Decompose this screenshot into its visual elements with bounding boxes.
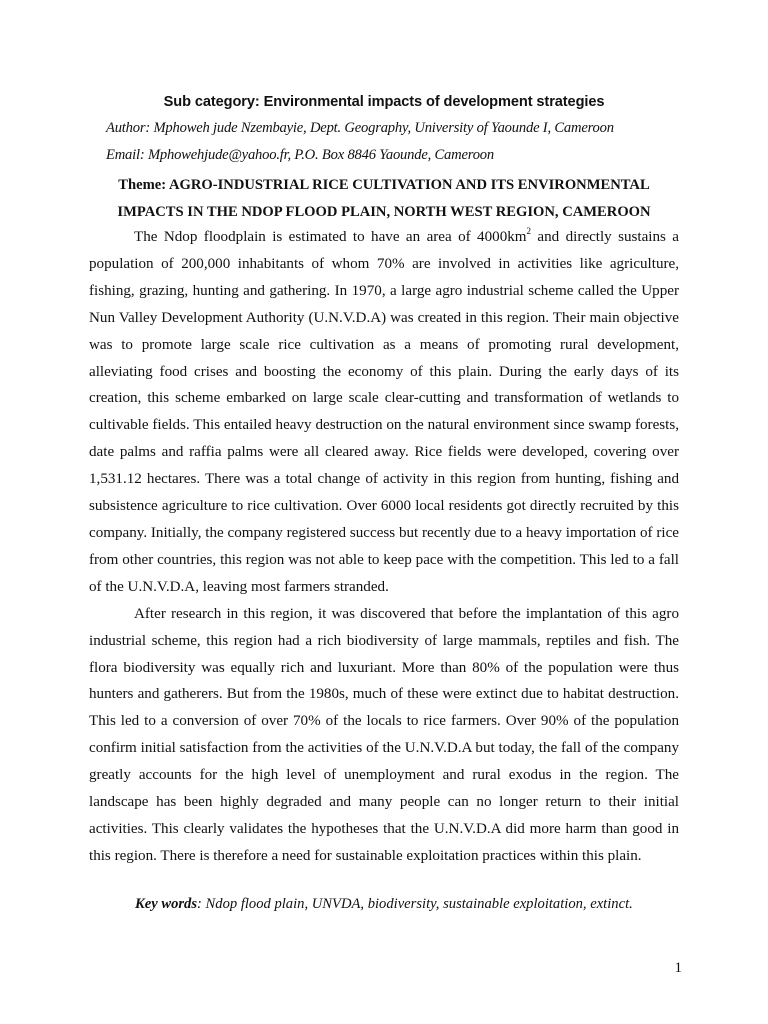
keywords-line bbox=[135, 894, 695, 914]
paragraph-1-rest: and directly sustains a population of 200,000 inhabitants of whom 70% are involved in activities like agriculture, fishing, grazing, hunting and gathering. In 1970, a large agro industrial scheme called the Upper Nun Valley Development Authority (U.N.V.D.A) was created in this region. Their main objective was to promote large scale rice cultivation as a means of promoting rural development, alleviating food crises and boosting the economy of this plain. During the early days of its creation, this scheme embarked on large scale clear-cutting and transformation of wetlands to cultivable fields. This entailed heavy destruction on the natural environment since swamp forests, date palms and raffia palms were all cleared away. Rice fields were developed, covering over 1,531.12 hectares. There was a total change of activity in this region from hunting, fishing and subsistence agriculture to rice cultivation. Over 6000 local residents got directly recruited by this company. Initially, the company registered success but recently due to a heavy importation of rice from other countries, this region was not able to keep pace with the competition. This led to a fall of the U.N.V.D.A, leaving most farmers stranded. bbox=[89, 229, 679, 595]
theme-title bbox=[88, 172, 680, 226]
area-superscript: 2 bbox=[526, 225, 532, 236]
page-number: 1 bbox=[674, 960, 682, 976]
theme-text: AGRO-INDUSTRIAL RICE CULTIVATION AND ITS ENVIRONMENTAL IMPACTS IN THE NDOP FLOOD PLAIN, NORTH WEST REGION, CAMEROON bbox=[117, 177, 651, 220]
paragraph-2: After research in this region, it was discovered that before the implantation of this agro industrial scheme, this region had a rich biodiversity of large mammals, reptiles and fish. The flora biodiversity was equally rich and luxuriant. More than 80% of the population were thus hunters and gatherers. But from the 1980s, much of these were extinct due to habitat destruction. This led to a conversion of over 70% of the locals to rice farmers. Over 90% of the population confirm initial satisfaction from the activities of the U.N.V.D.A but today, the fall of the company greatly accounts for the high level of unemployment and rural exodus in the region. The landscape has been highly degraded and many people can no longer return to their initial activities. This clearly validates the hypotheses that the U.N.V.D.A did more harm than good in this region. There is therefore a need for sustainable exploitation practices within this plain. bbox=[89, 605, 679, 864]
keywords-list: : Ndop flood plain, UNVDA, biodiversity, sustainable exploitation, extinct. bbox=[197, 896, 633, 912]
paragraph-1-start: The Ndop floodplain is estimated to have an area of 4000km bbox=[134, 229, 527, 245]
abstract-body bbox=[89, 224, 679, 870]
keywords-label: Key words bbox=[135, 896, 198, 912]
theme-label: Theme: bbox=[118, 177, 167, 193]
sub-category-heading: Sub category: Environmental impacts of development strategies bbox=[163, 94, 605, 110]
email-line: Email: Mphowehjude@yahoo.fr, P.O. Box 8846 Yaounde, Cameroon bbox=[106, 147, 495, 163]
paragraph-1 bbox=[89, 224, 679, 601]
author-line: Author: Mphoweh jude Nzembayie, Dept. Geography, University of Yaounde I, Cameroon bbox=[106, 120, 614, 136]
